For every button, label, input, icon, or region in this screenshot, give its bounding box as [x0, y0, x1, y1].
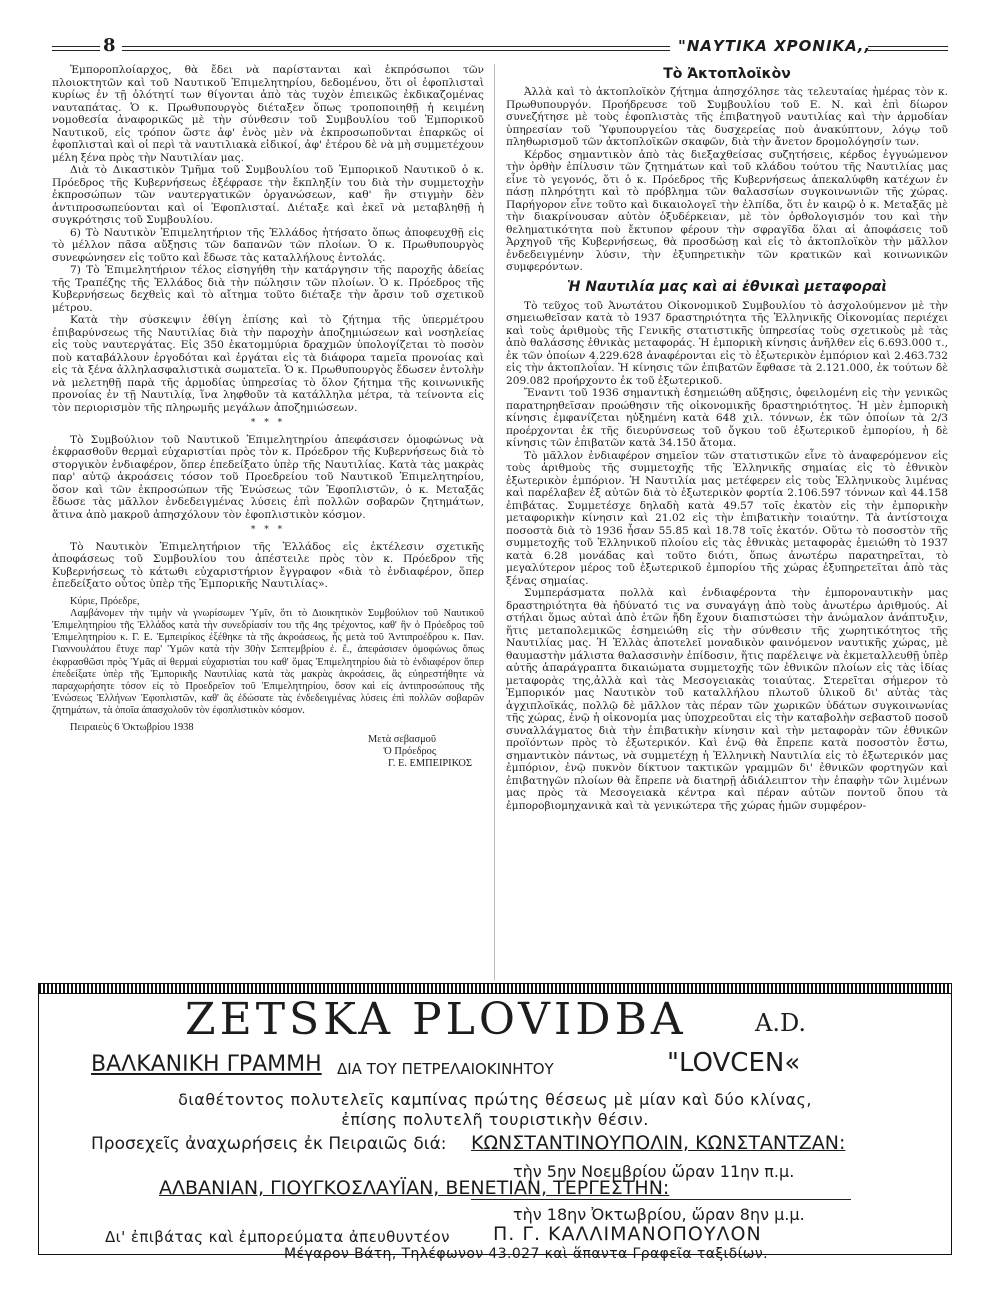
heading-coastal-shipping: Τὸ Ἀκτοπλοϊκὸν — [663, 66, 791, 82]
header-rule-left — [52, 46, 100, 51]
paragraph: Συμπεράσματα πολλὰ καὶ ἐνδιαφέροντα τὴν ἐμποροναυτικὴν μας δραστηριότητα θὰ ἠδύνατό τις να συναγάγῃ ἀπὸ τοὺς ἀνωτέρω ἀριθμούς. Αἱ στήλαι ὅμως αὐταὶ ἀπὸ ἐτῶν ἤδη ἔχουν διαπιστώσει τὴν ἀνώμαλον ἀνάπτυξιν, ἥτις μεταπολεμικῶς ἐσημειώθη εἰς τὴν σύνθεσιν τῆς χωρητικότητος τῆς Ναυτιλίας μας. Ἡ Ἑλλὰς ἀποτελεῖ μοναδικὸν φαινόμενον ναυτικῆς χώρας, μὲ θαυμαστὴν μάλιστα θαλασσινὴν ἐπίδοσιν, ἥτις παρέλειψε νὰ ἐκμεταλλευθῇ ὑπὲρ αὐτῆς ἀπαράγραπτα δικαιώματα συμμετοχῆς τῶν ἐθνικῶν πλοίων εἰς τὰς ἰδίας μεταφορὰς της,ἀλλὰ καὶ τὰς Μεσογειακὰς τοιαύτας. Στερεῖται σήμερον τὸ Ἐμπορικόν μας Ναυτικὸν τοῦ καταλλήλου πλωτοῦ ὑλικοῦ δι' αὐτὰς τὰς ἀγχιπλοϊκάς, πολλῷ δὲ μᾶλλον τὰς πέραν τῶν χωρικῶν ὑδάτων συγκοινωνίας τῆς χώρας, ἐνῷ ἡ οἰκονομία μας ὑποχρεοῦται εἰς τὴν καταβολὴν σεβαστοῦ ποσοῦ συναλλάγματος διὰ τὴν ἐπιβατικὴν κίνησιν καὶ τὴν μεταφορὰν τῶν ἐθνικῶν προϊόντων πρὸς τὸ ἐξωτερικόν. Καὶ ἐνῷ θὰ ἔπρεπε κατὰ ποσοστὸν ἔστω, σημαντικὸν πάντως, νὰ συμμετέχῃ ἡ Ἑλληνικὴ Ναυτιλία εἰς τὸ ἐξωτερικόν μας ἐμπόριον, ἐνῷ πυκνὸν δίκτυον τακτικῶν γραμμῶν δι' ἐθνικῶν φορτηγῶν καὶ ἐπιβατηγῶν πλοίων θὰ ἔπρεπε νὰ διατηρῇ ἀδιάλειπτον τὴν ἐπαφὴν τῶν λιμένων μας πρὸς τὰ Μεσογειακὰ κέντρα καὶ πέραν αὐτῶν ποντοῦ ὅπου τὰ ἐμποροβιομηχανικὰ καὶ τὰ γενικώτερα τῆς χώρας ἡμῶν συμφέρον- — [506, 587, 948, 812]
ad-border-top — [39, 984, 951, 994]
ad-cabins-text: διαθέτοντος πολυτελεῖς καμπίνας πρώτης θέσεως μὲ μίαν καὶ δύο κλίνας, — [178, 1090, 812, 1109]
paragraph: Τὸ Συμβούλιον τοῦ Ναυτικοῦ Ἐπιμελητηρίου ἀπεφάσισεν ὁμοφώνως νὰ ἐκφρασθοῦν θερμαὶ εὐχαριστίαι πρὸς τὸν κ. Πρόεδρον τῆς Κυβερνήσεως διὰ τὸ στοργικὸν ἐνδιαφέρον, ὅπερ ἐπεδείξατο ὑπὲρ τῆς Ναυτιλίας. Κατὰ τὰς μακρὰς παρ' αὐτῷ ἀκροάσεις τόσον τοῦ Προεδρείου τοῦ Ναυτικοῦ Ἐπιμελητηρίου, ὅσον καὶ τῶν ἐκπροσώπων τῆς Ἑνώσεως τῶν Ἐφοπλιστῶν, ὁ κ. Μεταξᾶς ἔδωσε τὰς μᾶλλον ἐνδεδειγμένας λύσεις ἐπὶ πολλῶν σοβαρῶν ζητημάτων, ἅτινα ἀπὸ μακροῦ ἀπησχόλουν τὸν ἐφοπλιστικὸν κόσμον. — [52, 433, 484, 521]
letter-body: Λαμβάνομεν τὴν τιμὴν νὰ γνωρίσωμεν Ὑμῖν, ὅτι τὸ Διοικητικὸν Συμβούλιον τοῦ Ναυτικοῦ Ἐπιμελητηρίου τῆς Ἑλλάδος κατὰ τὴν συνεδρίασίν του τῆς 4ης τρέχοντος, καθ' ἣν ὁ Πρόεδρος τοῦ Ἐπιμελητηρίου κ. Γ. Ε. Ἐμπειρίκος ἐξέθηκε τὰ τῆς ἀκροάσεως, ἧς μετὰ τοῦ Ἀντιπροέδρου κ. Παν. Γιαννουλάτου ἔτυχε παρ' Ὑμῶν κατὰ τὴν 30ὴν Σεπτεμβρίου ἐ. ἔ., ἀπεφάσισεν ὁμοφώνως ὅπως ἐκφρασθῶσι πρὸς Ὑμᾶς αἱ θερμαὶ εὐχαριστίαι του καθ' ὅμας Ἐπιμελητηρίου διὰ τὸ ἐνδιαφέρον ὅπερ ἐπεδείξατε ὑπὲρ τῆς Ἐμπορικῆς Ναυτιλίας κατὰ τὰς μακρὰς ἀκροάσεις, ἃς εὐηρεστήθητε νὰ παραχωρήσητε τόσον εἰς τὸ Προεδρεῖον τοῦ Ἐπιμελητηρίου, ὅσον καὶ εἰς ἀντιπροσώπους τῆς Ἑνώσεως Ἑλλήνων Ἐφοπλιστῶν, καθ' ἃς ἐδώσατε τὰς ἐνδεδειγμένας λύσεις ἐπὶ πολλῶν σοβαρῶν ζητημάτων, τὰ ὁποῖα ἀπασχολοῦν τὸν ἐφοπλιστικὸν κόσμον. — [52, 607, 484, 717]
ad-destination-2: ΑΛΒΑΝΙΑΝ, ΓΙΟΥΓΚΟΣΛΑΥΪΑΝ, ΒΕΝΕΤΙΑΝ, ΤΕΡΓΕΣΤΗΝ: — [159, 1177, 670, 1199]
ad-company-suffix: A.D. — [755, 1009, 806, 1037]
letter-place-date: Πειραιεὺς 6 Ὀκτωβρίου 1938 — [70, 721, 194, 733]
page-number: 8 — [103, 35, 116, 56]
paragraph: Τὸ τεῦχος τοῦ Ἀνωτάτου Οἰκονομικοῦ Συμβουλίου τὸ ἀσχολούμενον μὲ τὴν σημειωθεῖσαν κατὰ τὸ 1937 δραστηριότητα τῆς Ἑλληνικῆς Οἰκονομίας περιέχει καὶ τοὺς ἀριθμοὺς τῆς Γενικῆς στατιστικῆς ὑπηρεσίας τοὺς σχετικοὺς μὲ τὰς ἀπὸ θαλάσσης ἐθνικὰς μεταφοράς. Ἡ ἐμπορικὴ κίνησις ἀνῆλθεν εἰς 6.693.000 τ., ἐκ τῶν ὁποίων 4.229.628 ἀναφέρονται εἰς τὸ ἐξωτερικὸν ἐμπόριον καὶ 2.463.732 εἰς τὴν ἀκτοπλοΐαν. Ἡ κίνησις τῶν ἐπιβατῶν ἔφθασε τὰ 2.121.000, ἐκ τούτων δὲ 209.082 προήρχοντο ἐκ τοῦ ἐξωτερικοῦ. — [506, 299, 948, 387]
paragraph: Τὸ μᾶλλον ἐνδιαφέρον σημεῖον τῶν στατιστικῶν εἶνε τὸ ἀναφερόμενον εἰς τοὺς ἀριθμοὺς τῆς συμμετοχῆς τῆς Ἑλληνικῆς σημαίας εἰς τὸ ἐθνικὸν ἐξωτερικὸν ἐμπόριον. Ἡ Ναυτιλία μας μετέφερεν εἰς τοὺς Ἑλληνικοὺς λιμένας καὶ παρέλαβεν ἐξ αὐτῶν διὰ τὸ ἐξωτερικὸν φορτία 2.106.597 τόννων καὶ 44.158 ἐπιβάτας. Συμμετέσχε δηλαδὴ κατὰ 49.57 τοῖς ἑκατὸν εἰς τὴν ἐμπορικὴν μεταφορικὴν κίνησιν καὶ 21.02 εἰς τὴν ἐπιβατικὴν τοιαύτην. Τὰ ἀντίστοιχα ποσοστὰ διὰ τὸ 1936 ἦσαν 55.85 καὶ 18.78 τοῖς ἑκατόν. Οὕτω τὸ ποσοστὸν τῆς συμμετοχῆς τοῦ Ἑλληνικοῦ πλοίου εἰς τὰς ἐθνικὰς μεταφορὰς ἐμειώθη τὸ 1937 κατὰ 6.28 μονάδας καὶ τοῦτο διότι, ὅπως ἀνωτέρω παρατηρεῖται, τὸ μεγαλύτερον μέρος τοῦ ἐξωτερικοῦ ἐμπορίου τῆς χώρας ἐξυπηρετεῖται ἀπὸ τὰς ξένας σημαίας. — [506, 449, 948, 587]
paragraph: Ἔναντι τοῦ 1936 σημαντικὴ ἐσημειώθη αὔξησις, ὀφειλομένη εἰς τὴν γενικῶς παρατηρηθεῖσαν προώθησιν τῆς οἰκονομικῆς δραστηριότητος. Ἡ μὲν ἐμπορικὴ κίνησις ἐμφανίζεται ηὐξημένη κατὰ 648 χιλ. τόννων, ἐκ τῶν ὁποίων τὰ 2/3 προέρχονται ἐκ τῆς διευρύνσεως τοῦ ὄγκου τοῦ ἐξωτερικοῦ ἐμπορίου, ἡ δὲ κίνησις τῶν ἐπιβατῶν κατὰ 34.150 ἄτομα. — [506, 387, 948, 449]
ad-date-2: τὴν 18ην Ὀκτωβρίου, ὥραν 8ην μ.μ. — [513, 1205, 805, 1224]
header-rule-right — [868, 46, 948, 51]
paragraph: Κέρδος σημαντικὸν ἀπὸ τὰς διεξαχθείσας συζητήσεις, κέρδος ἐγγυώμενον τὴν ὀρθὴν ἐπίλυσιν τῶν ζητημάτων καὶ τοῦ κλάδου τούτου τῆς Ναυτιλίας μας εἶνε τὸ γεγονός, ὅτι ὁ κ. Πρόεδρος τῆς Κυβερνήσεως ἀπεκαλύφθη κατέχων ἐν πάσῃ πληρότητι καὶ τὸ πρόβλημα τῶν θαλασσίων συγκοινωνιῶν τῆς χώρας. Παρήγορον εἶνε τοῦτο καὶ δικαιολογεῖ τὴν ἐλπίδα, ὅτι ἐν καιρῷ ὁ κ. Μεταξᾶς μὲ τὴν διακρίνουσαν αὐτὸν ὀξυδέρκειαν, μὲ τὸν ὀρθολογισμόν του καὶ τὴν θεληματικότητα ποὺ ἔκτυπον φέρουν τὴν σφραγῖδα ὅλαι αἱ ἀποφάσεις τοῦ Ἀρχηγοῦ τῆς Κυβερνήσεως, θὰ προσδώσῃ καὶ εἰς τὸ ἀκτοπλοϊκὸν τὴν μᾶλλον ἐνδεδειγμένην λύσιν, τὴν ἐξυπηρετικὴν τῶν κρατικῶν καὶ κοινωνικῶν συμφερόντων. — [506, 148, 948, 273]
ad-divider — [471, 1199, 851, 1200]
paragraph: Διὰ τὸ Δικαστικὸν Τμῆμα τοῦ Συμβουλίου τοῦ Ἐμπορικοῦ Ναυτικοῦ ὁ κ. Πρόεδρος τῆς Κυβερνήσεως ἐξέφρασε τὴν ἔκπληξίν του διὰ τὴν συμμετοχὴν ἐκπροσώπων τῶν ναυτεργατικῶν ὀργανώσεων, καθ' ἣν στιγμὴν δὲν ἀντιπροσωπεύονται καὶ οἱ Ἐφοπλισταί. Διέταξε καὶ ἐκεῖ νὰ μεταβληθῇ ἡ συγκρότησις τοῦ Συμβουλίου. — [52, 164, 484, 226]
letter-signatory-title: Ὁ Πρόεδρος — [383, 745, 436, 757]
ad-address: Μέγαρον Βάτη, Τηλέφωνον 43.027 καὶ ἅπαντα Γραφεῖα ταξιδίων. — [284, 1246, 768, 1262]
ad-departures-label: Προσεχεῖς ἀναχωρήσεις ἐκ Πειραιῶς διά: — [91, 1134, 447, 1154]
paragraph: Κατὰ τὴν σύσκεψιν ἐθίγη ἐπίσης καὶ τὸ ζήτημα τῆς ὑπερμέτρου ἐπιβαρύνσεως τῆς Ναυτιλίας διὰ τὴν παροχὴν ἀποζημιώσεων καὶ νοσηλείας εἰς τοὺς ναυτεργάτας. Εἰς 350 ἑκατομμύρια δραχμῶν ὑπολογίζεται τὸ ποσὸν ποὺ καταβάλλουν ἐργοδόται καὶ ἐργάται εἰς τὰ διάφορα ταμεῖα προνοίας καὶ εἰς τὰ ξένα ἀλληλασφαλιστικὰ σωματεῖα. Ὁ κ. Πρωθυπουργὸς ἔδωσεν ἐντολὴν νὰ μελετηθῇ παρὰ τῆς ἁρμοδίας ὑπηρεσίας τὸ ὅλον ζήτημα τῆς κοινωνικῆς προνοίας ἐν τῇ Ναυτιλίᾳ, ἵνα ληφθοῦν τὰ κατάλληλα μέτρα, τὰ τείνοντα εἰς τὸν περιορισμὸν τῆς πληρωμῆς μεγάλων ἀποζημιώσεων. — [52, 314, 484, 414]
ad-date-1: τὴν 5ην Νοεμβρίου ὥραν 11ην π.μ. — [513, 1162, 795, 1181]
letter-signatory: Γ. Ε. ΕΜΠΕΙΡΙΚΟΣ — [388, 758, 472, 770]
column-divider — [494, 64, 495, 980]
section-separator: * * * — [250, 418, 286, 428]
paragraph: Ἀλλὰ καὶ τὸ ἀκτοπλοϊκὸν ζήτημα ἀπησχόλησε τὰς τελευταίας ἡμέρας τὸν κ. Πρωθυπουργόν. Προήδρευσε τοῦ Συμβουλίου τοῦ Ε. Ν. καὶ ἐπὶ δίωρον συνεζήτησε μὲ τοὺς ἐφοπλιστὰς τῆς ἐπιβατηγοῦ ναυτιλίας καὶ τὴν ἁρμοδίαν ὑπηρεσίαν τοῦ Ὑφυπουργείου τὰς δυσχερείας ποὺ ἀνακύπτουν, λόγῳ τοῦ πληθωρισμοῦ τῶν ἀκτοπλοϊκῶν σκαφῶν, διὰ τὴν ἄνετον δρομολόγησίν των. — [506, 86, 948, 148]
ad-contact-text: Δι' ἐπιβάτας καὶ ἐμπορεύματα ἀπευθυντέον — [105, 1228, 450, 1246]
ad-ship-name: "LOVCEN« — [667, 1048, 801, 1078]
ad-cabins-text-2: ἐπίσης πολυτελῆ τουριστικὴν θέσιν. — [341, 1110, 649, 1129]
ad-agent-name: Π. Γ. ΚΑΛΛΙΜΑΝΟΠΟΥΛΟΝ — [493, 1223, 762, 1245]
paragraph: Ἐμποροπλοίαρχος, θὰ ἔδει νὰ παρίστανται καὶ ἐκπρόσωποι τῶν πλοιοκτητῶν καὶ τοῦ Ναυτικοῦ Ἐπιμελητηρίου, δεδομένου, ὅτι οἱ ἐφοπλισταὶ κυρίως ἐν τῇ ὁλότητί των θίγονται ἀπὸ τὰς τυχὸν ἐπιεικῶς ἐκδικαζομένας ναυταπάτας. Ὁ κ. Πρωθυπουργὸς διέταξεν ὅπως τροποποιηθῇ ἡ κειμένη νομοθεσία ἀναφορικῶς μὲ τὴν σύνθεσιν τοῦ Συμβουλίου τοῦ Ἐμπορικοῦ Ναυτικοῦ, εἰς τρόπον ὥστε ἀφ' ἑνὸς μὲν νὰ ἐκπροσωποῦνται ἐπαρκῶς οἱ ἐφοπλισταὶ καὶ οἱ περὶ τὰ ναυτιλιακὰ εἰδικοί, ἀφ' ἑτέρου δὲ νὰ μὴ συμμετέχουν μέλη ξένα πρὸς τὴν Ναυτιλίαν μας. — [52, 64, 484, 164]
ad-company-name: ZETSKA PLOVIDBA — [185, 994, 687, 1045]
section-separator: * * * — [250, 525, 286, 535]
paragraph: 7) Τὸ Ἐπιμελητήριον τέλος εἰσηγήθη τὴν κατάργησιν τῆς παροχῆς ἀδείας τῆς Τραπέζης τῆς Ἑλλάδος διὰ τὴν πώλησιν τῶν πλοίων. Ὁ κ. Πρόεδρος τῆς Κυβερνήσεως δεχθεὶς καὶ τὸ αἴτημα τοῦτο διέταξε τὴν ἄρσιν τοῦ σχετικοῦ μέτρου. — [52, 264, 484, 314]
paragraph: Τὸ Ναυτικὸν Ἐπιμελητήριον τῆς Ἑλλάδος εἰς ἐκτέλεσιν σχετικῆς ἀποφάσεως τοῦ Συμβουλίου του ἀπέστειλε πρὸς τὸν κ. Πρόεδρον τῆς Κυβερνήσεως τὸ κάτωθι εὐχαριστήριον ἔγγραφον «διὰ τὸ ἐνδιαφέρον, ὅπερ ἐπεδείξατο οὗτος ὑπὲρ τῆς Ἐμπορικῆς Ναυτιλίας». — [52, 540, 484, 590]
ad-destination-1: ΚΩΝΣΤΑΝΤΙΝΟΥΠΟΛΙΝ, ΚΩΝΣΤΑΝΤΖΑΝ: — [471, 1132, 846, 1154]
letter-closing: Μετὰ σεβασμοῦ — [367, 733, 436, 745]
right-column — [506, 66, 948, 982]
heading-national-transport: Ἡ Ναυτιλία μας καὶ αἱ ἐθνικαὶ μεταφοραὶ — [567, 278, 887, 295]
publication-title: "ΝΑΥΤΙΚΑ ΧΡΟΝΙΚΑ,, — [678, 37, 872, 55]
header-rule-middle — [122, 46, 670, 51]
ad-line-via: ΔΙΑ ΤΟΥ ΠΕΤΡΕΛΑΙΟΚΙΝΗΤΟΥ — [337, 1060, 554, 1078]
shipping-advertisement — [38, 983, 952, 1262]
left-column — [52, 64, 484, 979]
paragraph: 6) Τὸ Ναυτικὸν Ἐπιμελητήριον τῆς Ἑλλάδος ἠτήσατο ὅπως ἀποφευχθῇ εἰς τὸ μέλλον πᾶσα αὔξησις τῶν δαπανῶν τῶν πλοίων. Ὁ κ. Πρωθυπουργὸς συνεφώνησεν εἰς τοῦτο καὶ ἔδωσε τὰς καταλλήλους ἐντολάς. — [52, 226, 484, 264]
ad-line-name: ΒΑΛΚΑΝΙΚΗ ΓΡΑΜΜΗ — [91, 1052, 322, 1077]
letter-salutation: Κύριε, Πρόεδρε, — [70, 595, 140, 607]
